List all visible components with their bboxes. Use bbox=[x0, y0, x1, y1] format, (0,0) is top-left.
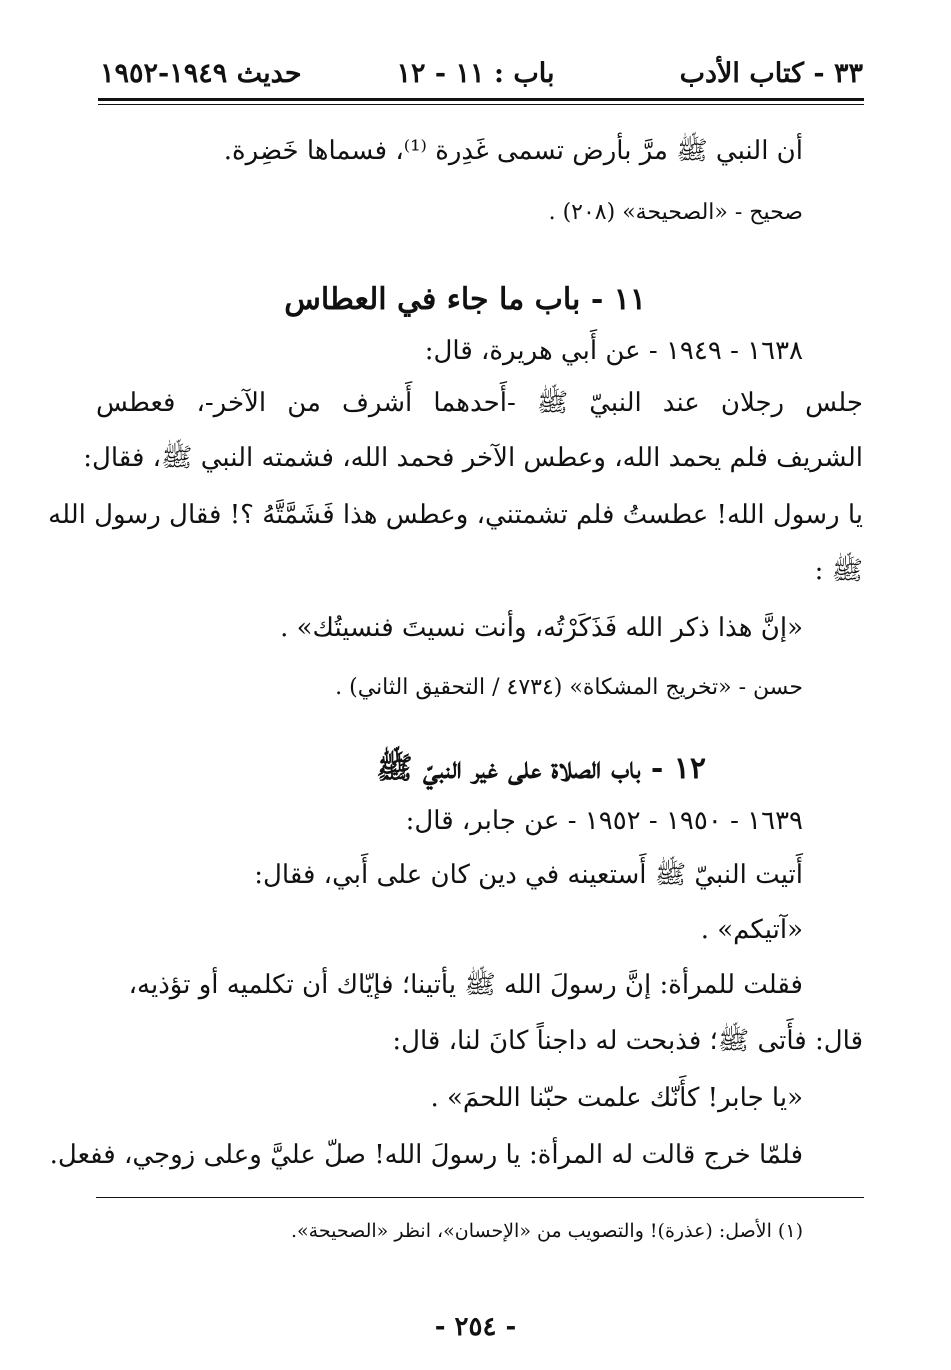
page-number: - ٢٥٤ - bbox=[434, 1312, 517, 1342]
header-rule-thin bbox=[98, 104, 864, 105]
footnote-rule bbox=[96, 1197, 864, 1198]
hadith-number-line: ١٦٣٩ - ١٩٥٠ - ١٩٥٢ - عن جابر، قال: bbox=[405, 806, 803, 836]
text-line: الشريف فلم يحمد الله، وعطس الآخر فحمد الله، فشمته النبي ﷺ، فقال: bbox=[83, 443, 863, 473]
running-header-chapter: ٣٣ - كتاب الأدب bbox=[679, 58, 863, 89]
running-header-chapter-range: باب : ١١ - ١٢ bbox=[396, 58, 555, 89]
section-heading: ١١ - باب ما جاء في العطاس bbox=[284, 282, 646, 317]
text-line: فقلت للمرأة: إنَّ رسولَ الله ﷺ يأتينا؛ فإيّاك أن تكلميه أو تؤذيه، bbox=[128, 970, 803, 1000]
section-heading: ١٢ - باب الصلاة على غير النبيّ ﷺ bbox=[376, 751, 706, 786]
text-line: قال: فأَتى ﷺ؛ فذبحت له داجناً كانَ لنا، قال: bbox=[392, 1026, 863, 1056]
text-line: أَتيت النبيّ ﷺ أَستعينه في دين كان على أَبي، فقال: bbox=[254, 860, 803, 890]
quote-line: «آتيكم» . bbox=[700, 915, 803, 945]
hadith-number-line: ١٦٣٨ - ١٩٤٩ - عن أَبي هريرة، قال: bbox=[424, 336, 803, 366]
grading-line: حسن - «تخريج المشكاة» (٤٧٣٤ / التحقيق الثاني) . bbox=[335, 675, 803, 700]
header-rule-thick bbox=[98, 98, 864, 101]
quote-line: «إنَّ هذا ذكر الله فَذَكَرْتُه، وأنت نسيتَ فنسيتُك» . bbox=[280, 613, 803, 643]
grading-line: صحيح - «الصحيحة» (٢٠٨) . bbox=[548, 200, 803, 225]
text-line: يا رسول الله! عطستُ فلم تشمتني، وعطس هذا فَشَمَّتَّهُ ؟! فقال رسول الله bbox=[48, 500, 863, 530]
quote-line: «يا جابر! كأَنّك علمت حبّنا اللحمَ» . bbox=[430, 1083, 803, 1113]
footnote: (١) الأصل: (عذرة)! والتصويب من «الإحسان»، انظر «الصحيحة». bbox=[291, 1220, 803, 1242]
running-header-hadith-range: حديث ١٩٤٩-١٩٥٢ bbox=[100, 58, 302, 89]
text-line: جلس رجلان عند النبيّ ﷺ -أَحدهما أَشرف من الآخر-، فعطس bbox=[96, 388, 863, 418]
text-line: ﷺ : bbox=[814, 556, 863, 586]
text-line: فلمّا خرج قالت له المرأة: يا رسولَ الله! صلّ عليَّ وعلى زوجي، ففعل. bbox=[49, 1140, 803, 1170]
text-line: أن النبي ﷺ مرَّ بأرض تسمى غَدِرة ⁽¹⁾، فسماها خَضِرة. bbox=[223, 136, 803, 166]
